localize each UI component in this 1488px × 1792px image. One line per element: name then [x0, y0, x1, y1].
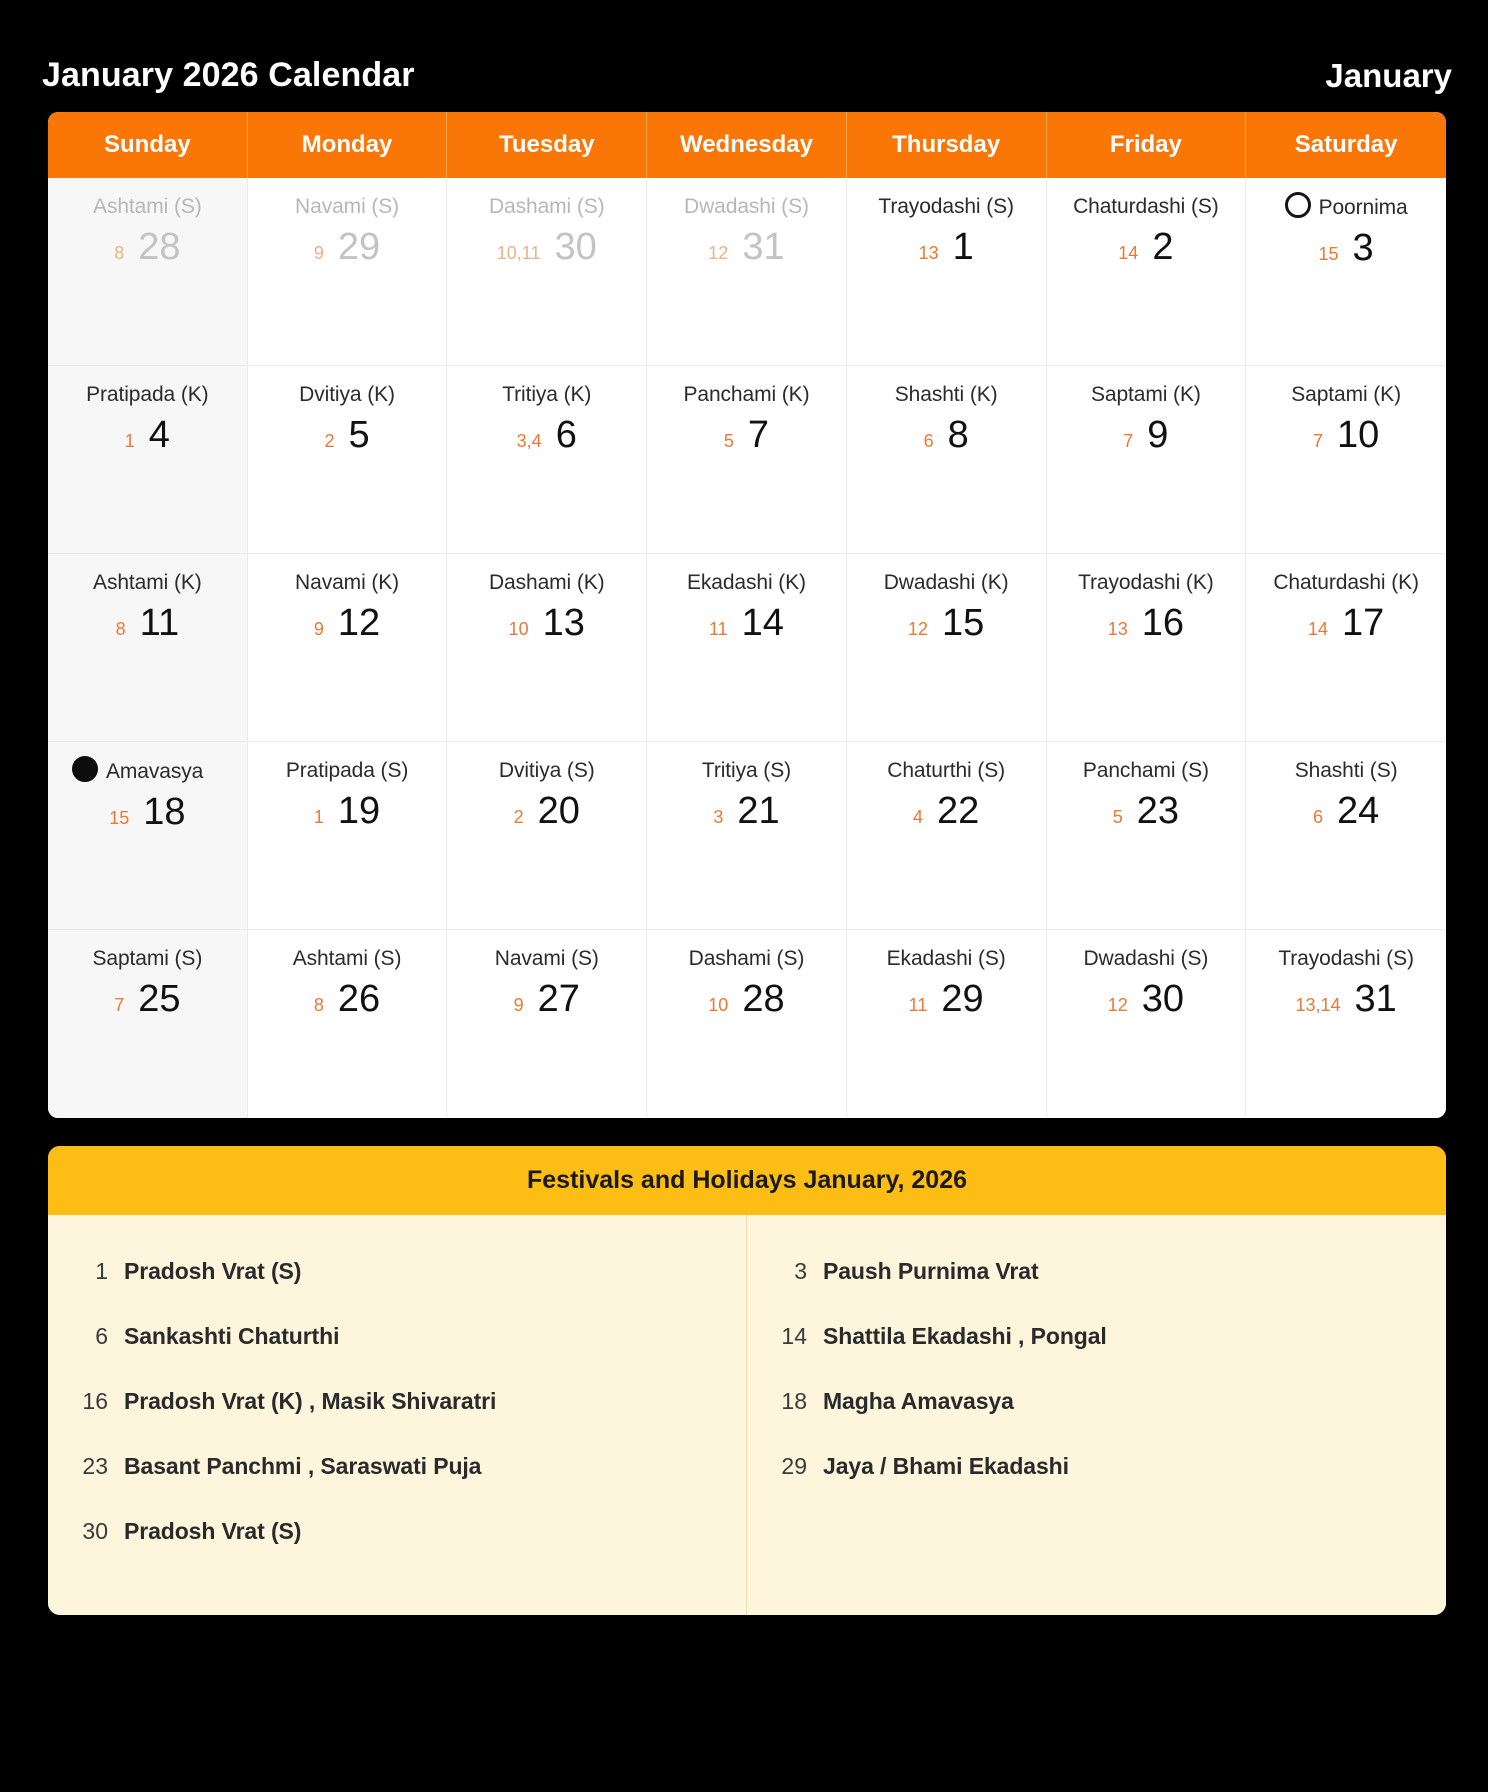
festival-day: 30: [82, 1518, 108, 1544]
festival-index: 6: [1312, 807, 1323, 828]
tithi-label: Dashami (K): [488, 571, 605, 594]
calendar-table: [48, 112, 1446, 1118]
tithi-label: Ekadashi (S): [886, 947, 1006, 970]
calendar-week-row: [48, 178, 1446, 366]
day-number-row: [58, 978, 237, 1021]
day-number-row: [58, 791, 237, 834]
festival-name: Pradosh Vrat (S): [124, 1518, 302, 1544]
day-number-row: [857, 414, 1036, 457]
day-number-row: [657, 978, 836, 1021]
calendar-day-cell[interactable]: [248, 366, 448, 554]
calendar-day-cell[interactable]: [447, 930, 647, 1118]
festival-row[interactable]: [48, 1239, 746, 1304]
tithi-label: Chaturdashi (S): [1073, 195, 1219, 218]
day-number: 2: [1152, 226, 1174, 269]
day-number-row: [457, 414, 636, 457]
tithi-label: Tritiya (S): [701, 759, 792, 782]
festival-index: 11: [708, 619, 728, 640]
tithi-label: Ashtami (S): [292, 947, 402, 970]
festival-index: 8: [114, 243, 125, 264]
festival-index: 12: [1107, 995, 1128, 1016]
festival-index: 10,11: [496, 243, 541, 264]
calendar-day-cell[interactable]: [647, 554, 847, 742]
festival-index: 11: [908, 995, 928, 1016]
calendar-day-cell[interactable]: [647, 366, 847, 554]
festival-index: 1: [124, 431, 135, 452]
new-moon-icon: [72, 756, 98, 782]
day-number-row: [1256, 790, 1436, 833]
festival-index: 7: [1312, 431, 1323, 452]
day-number: 20: [537, 790, 580, 833]
festival-day: 3: [794, 1258, 807, 1284]
day-number-row: [857, 226, 1036, 269]
festival-index: 7: [114, 995, 125, 1016]
festival-row[interactable]: [48, 1499, 746, 1564]
festival-index: 7: [1123, 431, 1134, 452]
calendar-day-cell[interactable]: [447, 742, 647, 930]
day-number-row: [258, 978, 437, 1021]
calendar-day-cell[interactable]: [1246, 178, 1446, 366]
tithi-label: Dwadashi (S): [1083, 947, 1209, 970]
festival-index: 9: [513, 995, 524, 1016]
day-number: 8: [947, 414, 969, 457]
tithi-label: Pratipada (K): [86, 383, 209, 406]
festival-row[interactable]: [747, 1434, 1446, 1499]
tithi-label: Saptami (K): [1291, 383, 1401, 406]
calendar-week-row: [48, 554, 1446, 742]
calendar-week-row: [48, 742, 1446, 930]
festival-index: 2: [513, 807, 524, 828]
calendar-day-cell[interactable]: [847, 366, 1047, 554]
tithi-text: Poornima: [1318, 196, 1408, 219]
tithi-label: Dwadashi (K): [883, 571, 1009, 594]
tithi-label: Saptami (S): [92, 947, 203, 970]
weekday-header-monday: Monday: [248, 112, 448, 178]
day-number-row: [1057, 978, 1236, 1021]
festival-day: 18: [781, 1388, 807, 1414]
tithi-label: Dvitiya (S): [498, 759, 595, 782]
day-number-row: [1057, 790, 1236, 833]
day-number-row: [657, 226, 836, 269]
day-number: 25: [138, 978, 181, 1021]
tithi-label: Chaturthi (S): [887, 759, 1006, 782]
day-number-row: [258, 226, 437, 269]
tithi-label: Pratipada (S): [285, 759, 409, 782]
tithi-label: Dvitiya (K): [299, 383, 395, 406]
day-number: 31: [742, 226, 785, 269]
calendar-day-cell[interactable]: [1047, 178, 1247, 366]
calendar-day-cell[interactable]: [447, 366, 647, 554]
day-number: 3: [1352, 227, 1374, 270]
festival-index: 8: [115, 619, 126, 640]
festivals-title: Festivals and Holidays January, 2026: [48, 1146, 1446, 1215]
festival-name: Magha Amavasya: [823, 1388, 1014, 1414]
festival-index: 3,4: [516, 431, 542, 452]
day-number: 29: [337, 226, 381, 269]
day-number: 12: [337, 602, 381, 645]
top-bar: [0, 0, 1488, 112]
festival-index: 13,14: [1295, 995, 1341, 1016]
festival-index: 14: [1307, 619, 1328, 640]
day-number: 28: [138, 226, 181, 269]
weekday-header-tuesday: Tuesday: [447, 112, 647, 178]
day-number: 31: [1354, 978, 1397, 1021]
festival-index: 13: [1107, 619, 1128, 640]
calendar-day-cell[interactable]: [248, 178, 448, 366]
calendar-day-cell[interactable]: [248, 930, 448, 1118]
calendar-day-cell[interactable]: [1246, 742, 1446, 930]
festivals-column-left: [48, 1215, 747, 1615]
tithi-label: Chaturdashi (K): [1273, 571, 1419, 594]
day-number: 10: [1336, 414, 1380, 457]
festival-day: 16: [82, 1388, 108, 1414]
day-number: 17: [1341, 602, 1385, 645]
calendar-day-cell[interactable]: [447, 554, 647, 742]
calendar-day-cell[interactable]: [248, 554, 448, 742]
day-number-row: [857, 602, 1036, 645]
day-number-row: [1057, 226, 1236, 269]
tithi-label: Saptami (K): [1090, 383, 1201, 406]
calendar-body: [48, 178, 1446, 1118]
festival-index: 12: [908, 619, 929, 640]
tithi-label: Trayodashi (K): [1078, 571, 1214, 594]
day-number: 28: [742, 978, 785, 1021]
festival-index: 15: [109, 808, 130, 829]
festival-name: Shattila Ekadashi , Pongal: [823, 1323, 1107, 1349]
day-number: 9: [1147, 414, 1169, 457]
festival-index: 15: [1318, 244, 1339, 265]
day-number-row: [258, 602, 437, 645]
day-number-row: [457, 978, 636, 1021]
festivals-column-right: [747, 1215, 1446, 1615]
tithi-label: Ekadashi (K): [686, 571, 806, 594]
festival-name: Sankashti Chaturthi: [124, 1323, 340, 1349]
day-number-row: [457, 226, 636, 269]
calendar-day-cell[interactable]: [48, 554, 248, 742]
day-number-row: [58, 602, 237, 645]
festival-name: Jaya / Bhami Ekadashi: [823, 1453, 1069, 1479]
weekday-header-friday: Friday: [1047, 112, 1247, 178]
tithi-label: [58, 756, 237, 787]
tithi-label: Dashami (S): [488, 195, 605, 218]
festival-index: 8: [313, 995, 324, 1016]
day-number: 27: [537, 978, 580, 1021]
day-number-row: [457, 602, 636, 645]
day-number-row: [1256, 602, 1436, 645]
festival-name: Pradosh Vrat (K) , Masik Shivaratri: [124, 1388, 497, 1414]
day-number-row: [1256, 978, 1436, 1021]
calendar-day-cell[interactable]: [647, 178, 847, 366]
day-number: 1: [952, 226, 974, 269]
festival-index: 3: [713, 807, 724, 828]
day-number: 23: [1136, 790, 1180, 833]
calendar-day-cell[interactable]: [847, 930, 1047, 1118]
weekday-header-thursday: Thursday: [847, 112, 1047, 178]
calendar-wrapper: [48, 112, 1446, 1118]
festival-index: 14: [1118, 243, 1139, 264]
festival-row[interactable]: [747, 1239, 1446, 1304]
day-number: 16: [1141, 602, 1185, 645]
calendar-day-cell[interactable]: [1246, 930, 1446, 1118]
day-number: 22: [937, 790, 980, 833]
day-number: 29: [941, 978, 984, 1021]
day-number-row: [258, 790, 437, 833]
day-number: 30: [554, 226, 597, 269]
day-number: 26: [337, 978, 381, 1021]
calendar-day-cell[interactable]: [1047, 554, 1247, 742]
festival-row[interactable]: [747, 1304, 1446, 1369]
calendar-week-row: [48, 366, 1446, 554]
weekday-header-saturday: Saturday: [1246, 112, 1446, 178]
festival-name: Paush Purnima Vrat: [823, 1258, 1039, 1284]
day-number: 14: [741, 602, 784, 645]
day-number: 21: [737, 790, 780, 833]
tithi-label: Ashtami (S): [93, 195, 202, 218]
day-number-row: [258, 414, 437, 457]
calendar-day-cell[interactable]: [48, 366, 248, 554]
tithi-label: Dwadashi (S): [684, 195, 809, 218]
tithi-label: Navami (K): [295, 571, 400, 594]
calendar-week-row: [48, 930, 1446, 1118]
festival-day: 23: [82, 1453, 108, 1479]
day-number: 30: [1141, 978, 1185, 1021]
weekday-header-row: [48, 112, 1446, 178]
calendar-day-cell[interactable]: [248, 742, 448, 930]
calendar-day-cell[interactable]: [48, 742, 248, 930]
festival-row[interactable]: [48, 1304, 746, 1369]
festival-row[interactable]: [48, 1369, 746, 1434]
calendar-day-cell[interactable]: [447, 178, 647, 366]
tithi-label: Dashami (S): [688, 947, 805, 970]
calendar-day-cell[interactable]: [48, 178, 248, 366]
tithi-label: Trayodashi (S): [1278, 947, 1414, 970]
day-number-row: [1256, 414, 1436, 457]
festival-index: 10: [508, 619, 529, 640]
calendar-day-cell[interactable]: [647, 930, 847, 1118]
day-number: 18: [143, 791, 186, 834]
festival-day: 29: [781, 1453, 807, 1479]
day-number-row: [857, 978, 1036, 1021]
festival-row[interactable]: [48, 1434, 746, 1499]
calendar-day-cell[interactable]: [1246, 554, 1446, 742]
full-moon-icon: [1285, 192, 1311, 218]
day-number: 15: [942, 602, 985, 645]
tithi-label: Trayodashi (S): [878, 195, 1014, 218]
festival-index: 9: [313, 619, 324, 640]
tithi-label: Navami (S): [295, 195, 400, 218]
calendar-day-cell[interactable]: [847, 742, 1047, 930]
festival-index: 4: [913, 807, 924, 828]
tithi-label: Shashti (S): [1294, 759, 1398, 782]
festival-day: 1: [95, 1258, 108, 1284]
tithi-label: Navami (S): [494, 947, 599, 970]
festivals-panel: [48, 1146, 1446, 1615]
calendar-day-cell[interactable]: [48, 930, 248, 1118]
day-number-row: [58, 414, 237, 457]
day-number-row: [58, 226, 237, 269]
tithi-label: Panchami (K): [683, 383, 810, 406]
festival-index: 12: [708, 243, 729, 264]
calendar-day-cell[interactable]: [847, 178, 1047, 366]
day-number-row: [1057, 414, 1236, 457]
page-title: January 2026 Calendar: [42, 56, 415, 94]
festival-name: Pradosh Vrat (S): [124, 1258, 302, 1284]
day-number-row: [1256, 227, 1436, 270]
day-number: 13: [542, 602, 585, 645]
day-number: 11: [139, 602, 180, 645]
day-number: 5: [348, 414, 370, 457]
festival-index: 10: [708, 995, 729, 1016]
festival-index: 9: [313, 243, 324, 264]
tithi-label: Ashtami (K): [93, 571, 202, 594]
day-number: 6: [555, 414, 577, 457]
calendar-day-cell[interactable]: [647, 742, 847, 930]
calendar-day-cell[interactable]: [847, 554, 1047, 742]
weekday-header-sunday: Sunday: [48, 112, 248, 178]
festival-index: 1: [313, 807, 324, 828]
day-number: 7: [747, 414, 770, 457]
festival-index: 2: [324, 431, 335, 452]
festival-index: 5: [723, 431, 734, 452]
calendar-day-cell[interactable]: [1047, 930, 1247, 1118]
day-number: 19: [337, 790, 381, 833]
calendar-day-cell[interactable]: [1246, 366, 1446, 554]
festival-day: 6: [95, 1323, 108, 1349]
tithi-label: Tritiya (K): [502, 383, 592, 406]
festival-index: 13: [918, 243, 939, 264]
calendar-day-cell[interactable]: [1047, 742, 1247, 930]
tithi-label: Panchami (S): [1082, 759, 1209, 782]
day-number-row: [1057, 602, 1236, 645]
tithi-text: Amavasya: [106, 760, 204, 783]
weekday-header-wednesday: Wednesday: [647, 112, 847, 178]
month-label: January: [1325, 56, 1452, 94]
day-number: 24: [1336, 790, 1380, 833]
day-number-row: [657, 790, 836, 833]
tithi-label: Shashti (K): [894, 383, 998, 406]
festival-name: Basant Panchmi , Saraswati Puja: [124, 1453, 482, 1479]
festival-index: 6: [923, 431, 934, 452]
festival-index: 5: [1112, 807, 1123, 828]
festivals-body: [48, 1215, 1446, 1615]
calendar-day-cell[interactable]: [1047, 366, 1247, 554]
day-number-row: [657, 602, 836, 645]
day-number-row: [857, 790, 1036, 833]
festival-day: 14: [781, 1323, 807, 1349]
day-number-row: [457, 790, 636, 833]
tithi-label: [1256, 192, 1436, 223]
festival-row[interactable]: [747, 1369, 1446, 1434]
day-number-row: [657, 414, 836, 457]
day-number: 4: [148, 414, 170, 457]
